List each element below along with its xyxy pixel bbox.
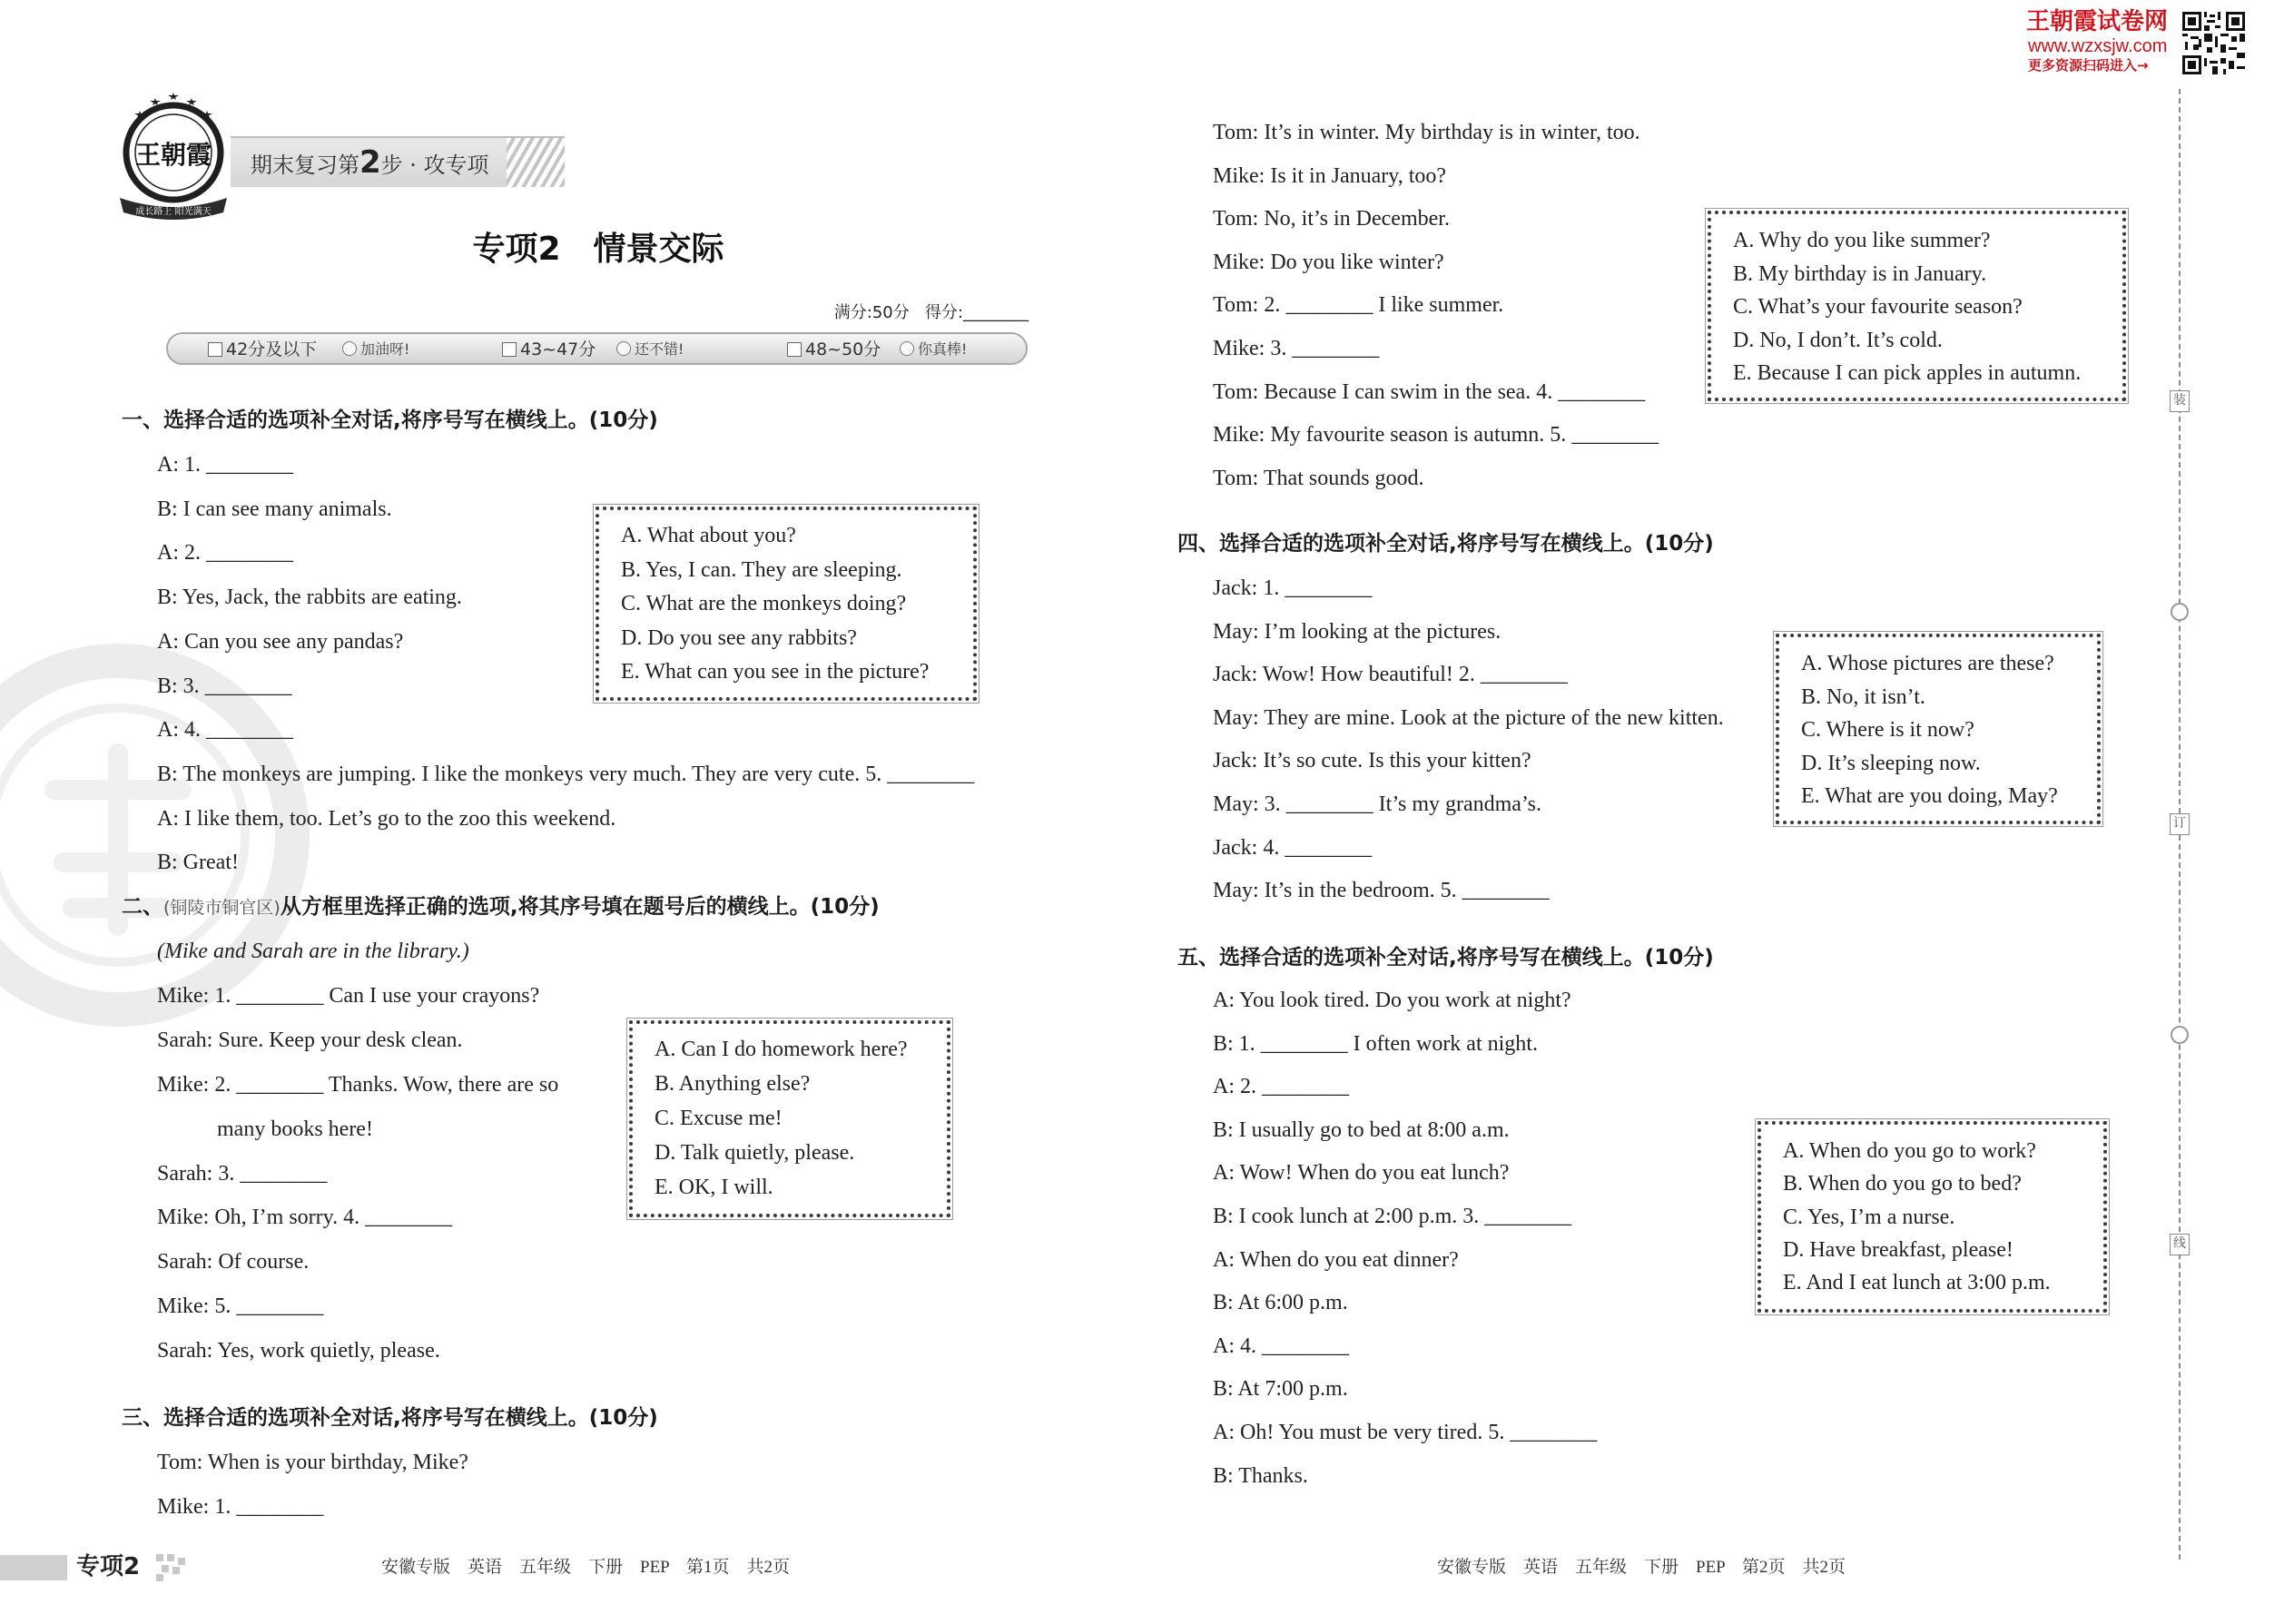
rating-comment: 你真棒!: [918, 340, 968, 358]
binding-label: 订: [2170, 813, 2190, 835]
option-item: E. OK, I will.: [655, 1176, 773, 1199]
site-name: 王朝霞试卷网: [2026, 8, 2169, 35]
dialogue-line: Tom: It’s in winter. My birthday is in winter, too.: [1213, 121, 1640, 144]
dialogue-line: Tom: When is your birthday, Mike?: [157, 1451, 468, 1474]
site-url: www.wzxsjw.com: [2028, 36, 2168, 56]
footer-pattern: [156, 1554, 187, 1581]
dialogue-line: B: At 6:00 p.m.: [1213, 1291, 1348, 1315]
dialogue-line: Sarah: 3. ________: [157, 1161, 328, 1186]
dialogue-line: Mike: 1. ________ Can I use your crayons?: [157, 983, 540, 1008]
dialogue-line: B: I cook lunch at 2:00 p.m. 3. ________: [1213, 1205, 1572, 1228]
dialogue-line: B: I usually go to bed at 8:00 a.m.: [1213, 1117, 1510, 1142]
option-item: D. Do you see any rabbits?: [621, 625, 857, 650]
option-box: [1757, 1121, 2107, 1313]
dialogue-line: Sarah: Yes, work quietly, please.: [157, 1339, 440, 1363]
dialogue-line: Mike: Oh, I’m sorry. 4. ________: [157, 1206, 453, 1230]
section-5-heading: [1177, 944, 1714, 971]
option-item: C. Yes, I’m a nurse.: [1783, 1205, 1955, 1229]
option-item: D. No, I don’t. It’s cold.: [1733, 328, 1943, 352]
site-hint: 更多资源扫码进入→: [2028, 57, 2149, 74]
footer-bar: [0, 1555, 67, 1580]
band-prefix: 期末复习第: [251, 153, 359, 178]
qr-code-icon: [2182, 12, 2245, 74]
dialogue-line: A: When do you eat dinner?: [1213, 1247, 1459, 1272]
option-item: C. Excuse me!: [655, 1107, 783, 1130]
option-item: E. And I eat lunch at 3:00 p.m.: [1783, 1271, 2051, 1295]
option-item: A. What about you?: [621, 524, 796, 547]
dialogue-line: Tom: That sounds good.: [1213, 466, 1424, 490]
footer-info-right: 安徽专版 英语 五年级 下册 PEP 第2页 共2页: [1437, 1558, 1846, 1577]
page-title: 专项2 情景交际: [472, 231, 724, 268]
section-number: 二、: [122, 895, 163, 919]
band-text: [251, 144, 489, 181]
checkbox-icon: [502, 342, 517, 357]
dialogue-line: many books here!: [217, 1117, 373, 1141]
band-stripes: [507, 138, 565, 187]
dialogue-line: May: It’s in the bedroom. 5. ________: [1213, 879, 1550, 903]
logo-name: 王朝霞: [134, 140, 212, 170]
option-box: [1776, 634, 2101, 824]
band-suffix: 步 · 攻专项: [380, 153, 489, 178]
option-item: D. It’s sleeping now.: [1801, 751, 1981, 775]
footer-tag: 专项2: [76, 1553, 141, 1580]
option-item: A. Whose pictures are these?: [1801, 652, 2054, 675]
logo-ribbon: 成长路上 阳光满天: [135, 207, 212, 217]
dialogue-line: B: Great!: [157, 851, 239, 875]
dialogue-line: B: 3. ________: [157, 674, 292, 698]
dialogue-line: May: They are mine. Look at the picture of the new kitten.: [1213, 705, 1724, 730]
option-item: A. When do you go to work?: [1783, 1139, 2036, 1163]
option-item: B. My birthday is in January.: [1733, 261, 1987, 286]
dialogue-line: A: Can you see any pandas?: [157, 629, 404, 654]
scene-note: (Mike and Sarah are in the library.): [157, 940, 469, 963]
option-item: B. Anything else?: [655, 1072, 811, 1096]
option-box: [596, 507, 977, 701]
dialogue-line: Tom: No, it’s in December.: [1213, 207, 1450, 231]
footer-info-left: 安徽专版 英语 五年级 下册 PEP 第1页 共2页: [381, 1558, 791, 1577]
full-score: 满分:50分: [833, 303, 910, 322]
checkbox-icon: [787, 342, 802, 357]
option-item: A. Can I do homework here?: [655, 1038, 908, 1061]
section-instruction: 选择合适的选项补全对话,将序号写在横线上。(10分): [163, 1406, 658, 1430]
option-item: D. Have breakfast, please!: [1783, 1237, 2013, 1262]
section-4-heading: [1177, 530, 1714, 557]
section-2-heading: [122, 893, 880, 921]
dialogue-line: A: Oh! You must be very tired. 5. ________: [1213, 1421, 1598, 1444]
section-number: 一、: [122, 408, 163, 432]
rating-range: 43~47分: [520, 340, 596, 359]
dialogue-line: Sarah: Sure. Keep your desk clean.: [157, 1028, 463, 1052]
smiley-icon: [342, 341, 357, 356]
section-instruction: 从方框里选择正确的选项,将其序号填在题号后的横线上。(10分): [280, 895, 880, 919]
dialogue-line: A: 2. ________: [157, 541, 293, 566]
rating-comment: 加油呀!: [360, 340, 410, 358]
dialogue-line: Jack: It’s so cute. Is this your kitten?: [1213, 749, 1531, 773]
dialogue-line: Mike: Is it in January, too?: [1213, 163, 1447, 188]
option-item: E. What are you doing, May?: [1801, 784, 2058, 808]
dialogue-line: Jack: 1. ________: [1213, 576, 1373, 600]
rating-range: 48~50分: [805, 340, 881, 359]
section-1-heading: [122, 407, 658, 434]
option-item: C. What’s your favourite season?: [1733, 295, 2023, 319]
dialogue-line: B: I can see many animals.: [157, 497, 392, 521]
dialogue-line: A: 4. ________: [1213, 1334, 1349, 1358]
dialogue-line: Mike: 2. ________ Thanks. Wow, there are so: [157, 1072, 559, 1097]
dialogue-line: B: 1. ________ I often work at night.: [1213, 1031, 1538, 1056]
section-instruction: 选择合适的选项补全对话,将序号写在横线上。(10分): [1219, 946, 1714, 969]
dialogue-line: Mike: My favourite season is autumn. 5. ________: [1213, 423, 1659, 448]
rating-comment: 还不错!: [635, 340, 684, 358]
dialogue-line: Mike: 1. ________: [157, 1495, 324, 1519]
dialogue-line: B: At 7:00 p.m.: [1213, 1377, 1348, 1402]
dialogue-line: B: Thanks.: [1213, 1463, 1308, 1488]
option-box: [629, 1020, 950, 1217]
section-number: 三、: [122, 1406, 163, 1430]
binding-hole-icon: [2171, 603, 2189, 621]
checkbox-icon: [208, 342, 222, 357]
option-box: [1708, 211, 2126, 401]
section-number: 五、: [1177, 946, 1219, 969]
section-3-heading: [122, 1404, 658, 1432]
band-step-number: 2: [359, 144, 381, 181]
section-number: 四、: [1177, 532, 1219, 556]
dialogue-line: A: 2. ________: [1213, 1075, 1349, 1099]
smiley-icon: [900, 341, 914, 356]
score-line: [834, 301, 1029, 325]
option-item: B. No, it isn’t.: [1801, 684, 1925, 709]
binding-hole-icon: [2171, 1026, 2189, 1044]
dialogue-line: A: You look tired. Do you work at night?: [1213, 989, 1571, 1012]
score-field: 得分:________: [924, 303, 1029, 322]
dialogue-line: May: I’m looking at the pictures.: [1213, 619, 1501, 644]
smiley-icon: [616, 341, 631, 356]
option-item: E. What can you see in the picture?: [621, 660, 930, 684]
option-item: E. Because I can pick apples in autumn.: [1733, 361, 2082, 385]
dialogue-line: Mike: 3. ________: [1213, 337, 1380, 360]
section-source: (铜陵市铜官区): [163, 898, 281, 918]
option-item: C. What are the monkeys doing?: [621, 592, 907, 616]
dialogue-line: B: The monkeys are jumping. I like the monkeys very much. They are very cute. 5. ________: [157, 762, 975, 786]
dialogue-line: Jack: Wow! How beautiful! 2. ________: [1213, 663, 1568, 687]
option-item: D. Talk quietly, please.: [655, 1141, 855, 1165]
dialogue-line: Sarah: Of course.: [157, 1250, 310, 1275]
dialogue-line: Jack: 4. ________: [1213, 835, 1373, 860]
binding-label: 装: [2170, 390, 2190, 412]
dialogue-line: Mike: Do you like winter?: [1213, 250, 1444, 274]
option-item: C. Where is it now?: [1801, 718, 1974, 742]
binding-label: 线: [2170, 1234, 2190, 1255]
section-instruction: 选择合适的选项补全对话,将序号写在横线上。(10分): [1219, 532, 1714, 556]
dialogue-line: Tom: Because I can swim in the sea. 4. ________: [1213, 379, 1646, 404]
option-item: B. When do you go to bed?: [1783, 1172, 2022, 1196]
section-band: [231, 136, 565, 187]
rating-range: 42分及以下: [226, 340, 318, 359]
dialogue-line: A: Wow! When do you eat lunch?: [1213, 1161, 1510, 1186]
section-instruction: 选择合适的选项补全对话,将序号写在横线上。(10分): [163, 408, 658, 432]
dialogue-line: A: I like them, too. Let’s go to the zoo this weekend.: [157, 806, 616, 831]
option-item: B. Yes, I can. They are sleeping.: [621, 557, 902, 582]
dialogue-line: A: 4. ________: [157, 718, 293, 743]
dialogue-line: A: 1. ________: [157, 453, 293, 477]
brand-logo: [114, 91, 232, 223]
rating-bar: [166, 332, 1028, 365]
option-item: A. Why do you like summer?: [1733, 229, 1991, 252]
dialogue-line: Tom: 2. ________ I like summer.: [1213, 293, 1504, 318]
dialogue-line: May: 3. ________ It’s my grandma’s.: [1213, 792, 1541, 816]
dialogue-line: B: Yes, Jack, the rabbits are eating.: [157, 586, 462, 610]
dialogue-line: Mike: 5. ________: [157, 1294, 324, 1319]
